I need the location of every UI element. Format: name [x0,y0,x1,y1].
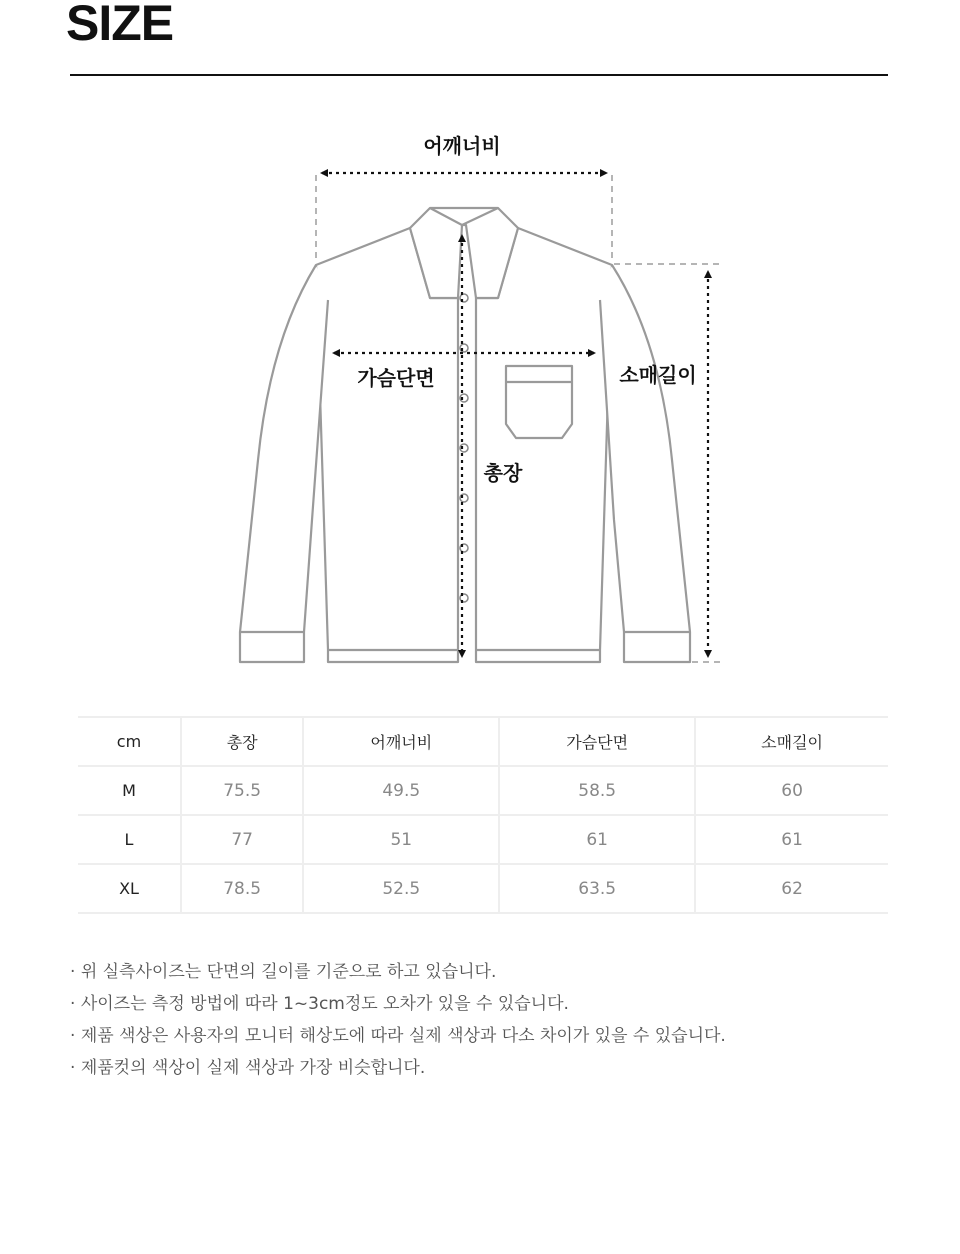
sleeve-label: 소매길이 [619,363,697,387]
column-header-unit: cm [78,717,181,766]
table-row [78,766,888,815]
table-cell: 52.5 [303,864,499,913]
table-cell: 75.5 [181,766,303,815]
size-table [78,716,888,914]
column-header-sleeve: 소매길이 [695,717,888,766]
table-cell: 78.5 [181,864,303,913]
note-item: · 제품컷의 색상이 실제 색상과 가장 비슷합니다. [70,1052,930,1084]
page-title: SIZE [66,0,174,51]
table-cell: 61 [695,815,888,864]
table-cell: 63.5 [499,864,695,913]
table-cell: 49.5 [303,766,499,815]
size-name-cell: XL [78,864,181,913]
size-notes [70,956,930,1084]
table-cell: 61 [499,815,695,864]
chest-label: 가슴단면 [357,366,435,390]
column-header-length: 총장 [181,717,303,766]
column-header-chest: 가슴단면 [499,717,695,766]
length-label: 총장 [483,461,523,485]
table-cell: 51 [303,815,499,864]
size-name-cell: M [78,766,181,815]
table-cell: 77 [181,815,303,864]
shirt-size-diagram [0,120,960,680]
note-item: · 사이즈는 측정 방법에 따라 1~3cm정도 오차가 있을 수 있습니다. [70,988,930,1020]
size-name-cell: L [78,815,181,864]
note-item: · 제품 색상은 사용자의 모니터 해상도에 따라 실제 색상과 다소 차이가 있을 수 있습니다. [70,1020,930,1052]
table-row [78,815,888,864]
table-header-row [78,717,888,766]
note-item: · 위 실측사이즈는 단면의 길이를 기준으로 하고 있습니다. [70,956,930,988]
table-cell: 58.5 [499,766,695,815]
table-cell: 62 [695,864,888,913]
shoulder-label: 어깨너비 [423,134,501,158]
table-cell: 60 [695,766,888,815]
table-row [78,864,888,913]
column-header-shoulder: 어깨너비 [303,717,499,766]
title-divider [70,74,888,76]
